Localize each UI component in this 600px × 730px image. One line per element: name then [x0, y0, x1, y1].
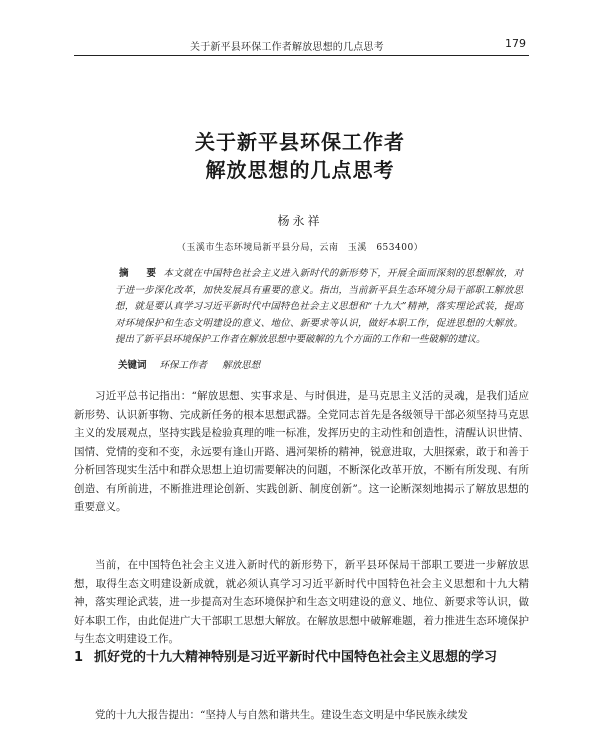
keywords-label: 关键词 [118, 360, 147, 371]
keywords [118, 357, 272, 371]
keyword: 环保工作者 [159, 360, 208, 371]
section-heading [74, 648, 529, 667]
abstract-text: 本文就在中国特色社会主义进入新时代的新形势下，开展全面而深刻的思想解放，对于进一步深化改革，加快发展具有重要的意义。指出，当前新平县生态环境分局干部职工解放思想，就是要认真学习习近平新时代中国特色社会主义思想和“十九大”精神，落实理论武装，提高对环境保护和生态文明建设的意义、地位、新要求等认识，做好本职工作，促进思想的大解放。提出了新平县环境保护工作者在解放思想中要破解的九个方面的工作和一些破解的建议。 [115, 268, 523, 345]
author-name: 杨永祥 [277, 214, 323, 228]
body-paragraph-1: 习近平总书记指出：“解放思想、实事求是、与时俱进，是马克思主义活的灵魂，是我们适应新形势、认识新事物、完成新任务的根本思想武器。全党同志首先是各级领导干部必须坚持马克思主义的发展观点，坚持实践是检验真理的唯一标准，发挥历史的主动性和创造性，清醒认识世情、国情、党情的变和不变，永远要有逢山开路、遇河架桥的精神，锐意进取，大胆探索，敢于和善于分析回答现实生活中和群众思想上迫切需要解决的问题，不断深化改革开放，不断有所发现、有所创造、有所前进，不断推进理论创新、实践创新、制度创新”。这一论断深刻地揭示了解放思想的重要意义。 [74, 390, 529, 513]
author-affiliation: （玉溪市生态环境局新平县分局，云南 玉溪 653400） [176, 243, 424, 253]
abstract-label: 摘 要 [119, 268, 161, 279]
article-title-line-2: 解放思想的几点思考 [205, 158, 395, 182]
article-title [0, 128, 600, 184]
section-heading-text: 抓好党的十九大精神特别是习近平新时代中国特色社会主义思想的学习 [94, 650, 498, 665]
running-head-title: 关于新平县环保工作者解放思想的几点思考 [190, 42, 384, 53]
abstract [115, 266, 523, 349]
header-divider [74, 55, 529, 56]
section-number: 1 [74, 650, 84, 665]
article-title-line-1: 关于新平县环保工作者 [195, 130, 405, 154]
page-number: 179 [505, 37, 526, 50]
body-paragraph-2: 当前，在中国特色社会主义进入新时代的新形势下，新平县环保局干部职工要进一步解放思想，取得生态文明建设新成就，就必须认真学习习近平新时代中国特色社会主义思想和十九大精神，落实理论武装，进一步提高对生态环境保护和生态文明建设的意义、地位、新要求等认识，做好本职工作，由此促进广大干部职工思想大解放。在解放思想中破解难题，着力推进生态环境保护与生态文明建设工作。 [74, 559, 529, 645]
keyword: 解放思想 [222, 360, 261, 371]
body-paragraph-3: 党的十九大报告提出：“坚持人与自然和谐共生。建设生态文明是中华民族永续发 [95, 709, 468, 721]
